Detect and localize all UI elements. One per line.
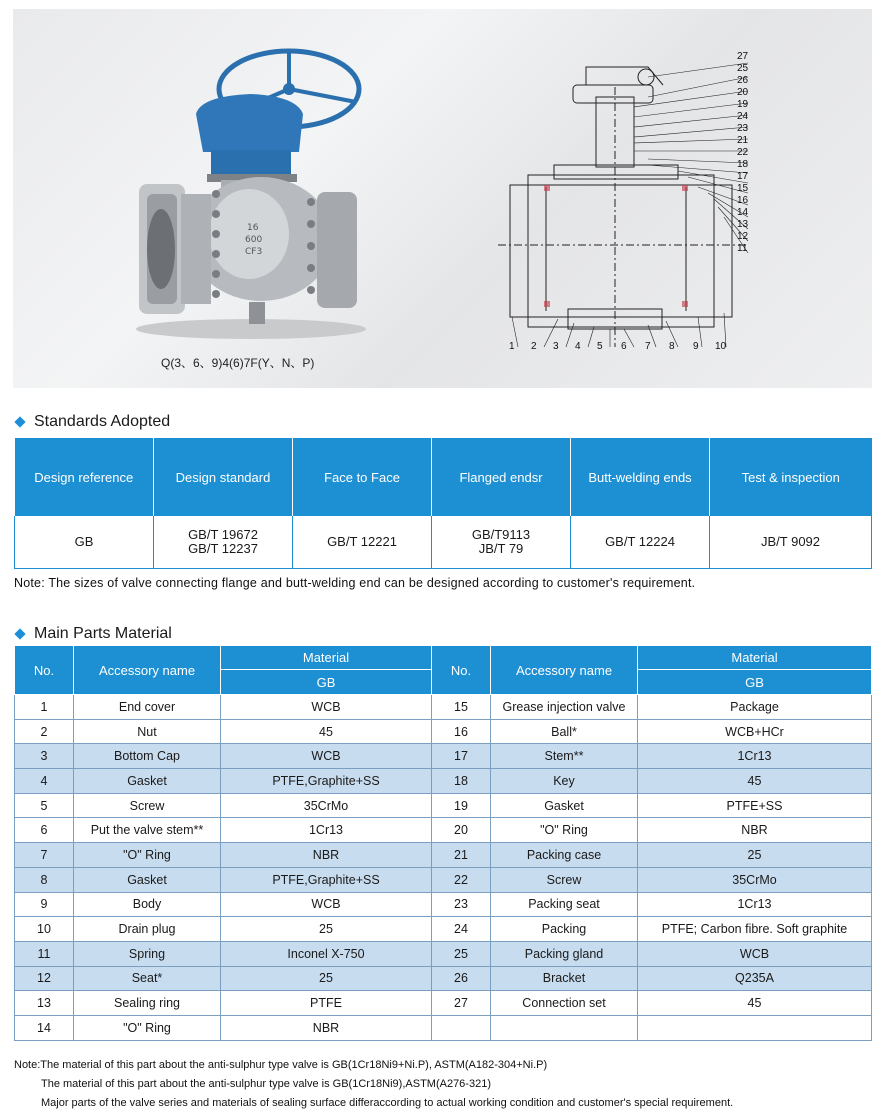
part-material-cell: 35CrMo: [221, 793, 432, 818]
part-no-cell: 1: [15, 695, 74, 720]
std-cell: JB/T 9092: [710, 516, 872, 568]
part-no-cell: 6: [15, 818, 74, 843]
part-material-cell: PTFE,Graphite+SS: [221, 867, 432, 892]
part-name-cell: Spring: [74, 941, 221, 966]
bullet-diamond-icon: [14, 628, 25, 639]
callout-number: 2: [531, 341, 537, 352]
std-header-test-inspection: Test & inspection: [710, 438, 872, 516]
part-no-cell: 16: [432, 719, 491, 744]
part-no-cell: 19: [432, 793, 491, 818]
standards-section-title: [16, 413, 170, 431]
callout-number: 10: [715, 341, 727, 352]
callout-number: 27: [737, 51, 749, 62]
callout-number: 22: [737, 147, 749, 158]
callout-number: 8: [669, 341, 675, 352]
part-material-cell: 1Cr13: [221, 818, 432, 843]
part-no-cell: 26: [432, 966, 491, 991]
bottom-notes: [14, 1056, 733, 1113]
callout-number: 20: [737, 87, 749, 98]
note-line: Note:The material of this part about the anti-sulphur type valve is GB(1Cr18Ni9+Ni.P), ASTM(A182-304+Ni.P): [14, 1059, 548, 1071]
part-name-cell: Stem**: [491, 744, 638, 769]
part-name-cell: Screw: [491, 867, 638, 892]
part-no-cell: 8: [15, 867, 74, 892]
bullet-diamond-icon: [14, 416, 25, 427]
part-no-cell: 18: [432, 769, 491, 794]
part-name-cell: Screw: [74, 793, 221, 818]
part-name-cell: Ball*: [491, 719, 638, 744]
part-no-cell: 25: [432, 941, 491, 966]
part-no-cell: 9: [15, 892, 74, 917]
part-material-cell: 25: [638, 843, 872, 868]
part-name-cell: End cover: [74, 695, 221, 720]
callout-number: 17: [737, 171, 749, 182]
part-material-cell: Package: [638, 695, 872, 720]
callout-number: 5: [597, 341, 603, 352]
part-name-cell: Key: [491, 769, 638, 794]
part-material-cell: PTFE+SS: [638, 793, 872, 818]
std-header-design-standard: Design standard: [154, 438, 293, 516]
note-line: Major parts of the valve series and materials of sealing surface differaccording to actual working condition and customer's special requirement.: [41, 1097, 734, 1109]
std-cell: GB/T 12224: [571, 516, 710, 568]
table-row: [15, 719, 872, 744]
std-cell: GB/T9113 JB/T 79: [432, 516, 571, 568]
product-hero: [13, 9, 872, 388]
part-name-cell: Body: [74, 892, 221, 917]
part-no-cell: 27: [432, 991, 491, 1016]
table-row: [15, 917, 872, 942]
callout-number: 19: [737, 99, 749, 110]
part-name-cell: Packing case: [491, 843, 638, 868]
part-name-cell: [491, 1015, 638, 1040]
std-header-design-reference: Design reference: [15, 438, 154, 516]
valve-photo: [121, 34, 381, 344]
part-name-cell: Packing: [491, 917, 638, 942]
part-material-cell: 45: [221, 719, 432, 744]
callout-number: 26: [737, 75, 749, 86]
svg-text:16: 16: [247, 223, 259, 233]
table-row: [15, 818, 872, 843]
part-no-cell: 13: [15, 991, 74, 1016]
part-no-cell: 20: [432, 818, 491, 843]
part-material-cell: PTFE,Graphite+SS: [221, 769, 432, 794]
note-line: The material of this part about the anti-sulphur type valve is GB(1Cr18Ni9),ASTM(A276-321): [41, 1078, 491, 1090]
table-row: [15, 516, 872, 568]
table-row: [15, 991, 872, 1016]
table-row: [15, 966, 872, 991]
part-material-cell: 35CrMo: [638, 867, 872, 892]
sectional-drawing: [498, 47, 798, 367]
parts-header-name: Accessory name: [491, 646, 638, 695]
parts-title-text: Main Parts Material: [34, 625, 172, 642]
part-material-cell: 25: [221, 966, 432, 991]
part-name-cell: Gasket: [491, 793, 638, 818]
part-no-cell: 10: [15, 917, 74, 942]
part-no-cell: 22: [432, 867, 491, 892]
parts-header-no: No.: [432, 646, 491, 695]
part-material-cell: 1Cr13: [638, 892, 872, 917]
part-material-cell: NBR: [638, 818, 872, 843]
std-header-butt-welding: Butt-welding ends: [571, 438, 710, 516]
standards-title-text: Standards Adopted: [34, 413, 171, 430]
part-no-cell: 14: [15, 1015, 74, 1040]
part-material-cell: [638, 1015, 872, 1040]
std-header-face-to-face: Face to Face: [293, 438, 432, 516]
parts-header-material: Material: [638, 646, 872, 670]
parts-header-gb: GB: [638, 670, 872, 695]
table-row: [15, 867, 872, 892]
table-row: [15, 1015, 872, 1040]
parts-table: [14, 645, 872, 1041]
callout-number: 18: [737, 159, 749, 170]
part-material-cell: WCB: [221, 892, 432, 917]
parts-header-name: Accessory name: [74, 646, 221, 695]
table-row: [15, 695, 872, 720]
part-material-cell: Inconel X-750: [221, 941, 432, 966]
part-no-cell: 15: [432, 695, 491, 720]
part-name-cell: Drain plug: [74, 917, 221, 942]
callout-number: 14: [737, 207, 749, 218]
part-material-cell: 45: [638, 769, 872, 794]
part-no-cell: 21: [432, 843, 491, 868]
part-material-cell: 45: [638, 991, 872, 1016]
std-header-flanged-ends: Flanged endsr: [432, 438, 571, 516]
part-material-cell: WCB+HCr: [638, 719, 872, 744]
std-cell: GB/T 19672 GB/T 12237: [154, 516, 293, 568]
part-no-cell: 23: [432, 892, 491, 917]
part-name-cell: Put the valve stem**: [74, 818, 221, 843]
part-no-cell: [432, 1015, 491, 1040]
part-name-cell: Gasket: [74, 769, 221, 794]
part-name-cell: "O" Ring: [491, 818, 638, 843]
part-name-cell: Seat*: [74, 966, 221, 991]
callout-number: 9: [693, 341, 699, 352]
part-material-cell: NBR: [221, 1015, 432, 1040]
parts-header-material: Material: [221, 646, 432, 670]
parts-header-gb: GB: [221, 670, 432, 695]
callout-number: 25: [737, 63, 749, 74]
callout-number: 21: [737, 135, 749, 146]
standards-table: [14, 438, 872, 569]
callout-number: 15: [737, 183, 749, 194]
part-material-cell: PTFE: [221, 991, 432, 1016]
part-name-cell: "O" Ring: [74, 1015, 221, 1040]
svg-text:CF3: CF3: [245, 247, 263, 257]
part-name-cell: Gasket: [74, 867, 221, 892]
part-name-cell: Sealing ring: [74, 991, 221, 1016]
table-row: [15, 941, 872, 966]
part-name-cell: Connection set: [491, 991, 638, 1016]
table-row: [15, 892, 872, 917]
std-cell: GB: [15, 516, 154, 568]
part-no-cell: 2: [15, 719, 74, 744]
model-caption: Q(3、6、9)4(6)7F(Y、N、P): [161, 356, 315, 370]
callout-number: 16: [737, 195, 749, 206]
part-no-cell: 11: [15, 941, 74, 966]
callout-number: 7: [645, 341, 651, 352]
part-no-cell: 17: [432, 744, 491, 769]
part-name-cell: Bottom Cap: [74, 744, 221, 769]
part-name-cell: Bracket: [491, 966, 638, 991]
part-name-cell: Packing gland: [491, 941, 638, 966]
callout-number: 4: [575, 341, 581, 352]
table-row: [15, 843, 872, 868]
svg-text:600: 600: [245, 235, 263, 245]
part-material-cell: WCB: [638, 941, 872, 966]
part-no-cell: 5: [15, 793, 74, 818]
part-no-cell: 4: [15, 769, 74, 794]
callout-number: 13: [737, 219, 749, 230]
part-no-cell: 7: [15, 843, 74, 868]
table-row: [15, 793, 872, 818]
callout-number: 3: [553, 341, 559, 352]
part-name-cell: Grease injection valve: [491, 695, 638, 720]
parts-header-no: No.: [15, 646, 74, 695]
part-name-cell: Nut: [74, 719, 221, 744]
callout-number: 1: [509, 341, 515, 352]
callout-number: 12: [737, 231, 749, 242]
std-cell: GB/T 12221: [293, 516, 432, 568]
part-material-cell: WCB: [221, 695, 432, 720]
part-name-cell: "O" Ring: [74, 843, 221, 868]
callout-number: 23: [737, 123, 749, 134]
callout-number: 6: [621, 341, 627, 352]
table-row: [15, 769, 872, 794]
part-no-cell: 24: [432, 917, 491, 942]
table-row: [15, 744, 872, 769]
callout-number: 24: [737, 111, 749, 122]
part-no-cell: 3: [15, 744, 74, 769]
part-material-cell: 1Cr13: [638, 744, 872, 769]
standards-note: Note: The sizes of valve connecting flange and butt-welding end can be designed according to customer's requirement.: [14, 576, 696, 590]
part-material-cell: NBR: [221, 843, 432, 868]
part-no-cell: 12: [15, 966, 74, 991]
part-material-cell: PTFE; Carbon fibre. Soft graphite: [638, 917, 872, 942]
part-name-cell: Packing seat: [491, 892, 638, 917]
part-material-cell: 25: [221, 917, 432, 942]
part-material-cell: Q235A: [638, 966, 872, 991]
callout-number: 11: [737, 243, 748, 254]
parts-section-title: [16, 625, 172, 643]
part-material-cell: WCB: [221, 744, 432, 769]
